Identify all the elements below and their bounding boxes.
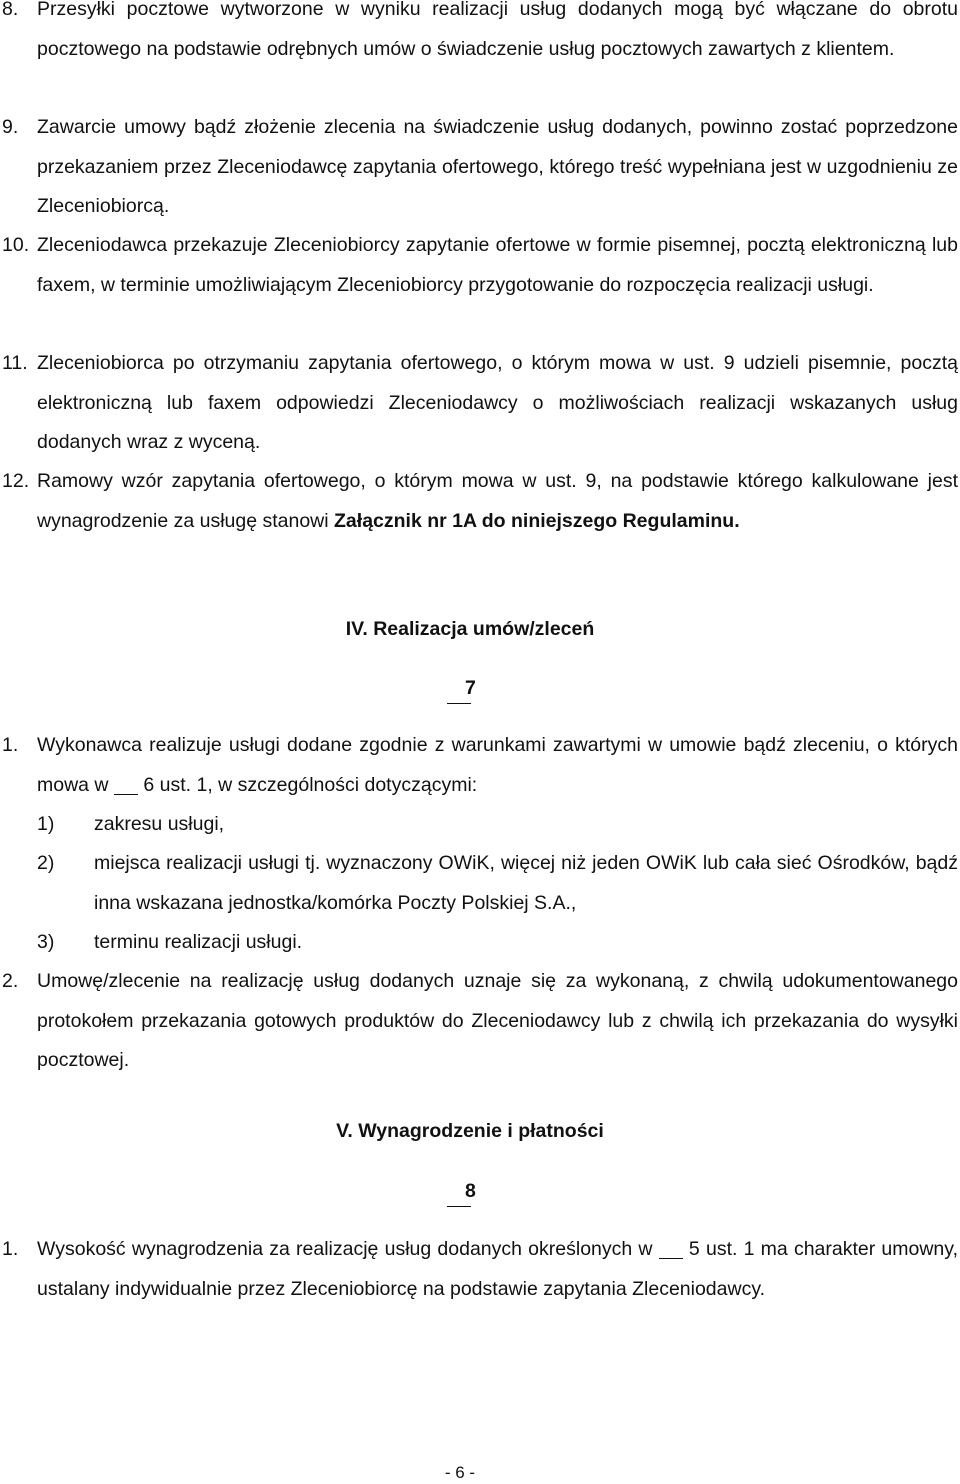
paragraph-icon <box>447 1206 471 1207</box>
item-number: 11. <box>2 352 28 374</box>
section-heading: IV. Realizacja umów/zleceń <box>345 618 595 640</box>
list-item <box>0 726 958 805</box>
sub-item-number: 1) <box>37 813 55 835</box>
item-text <box>37 462 958 541</box>
paragraph-ref: 6 <box>143 773 155 796</box>
item-number: 10. <box>2 234 30 256</box>
list-item <box>0 962 958 1081</box>
item-number: 9. <box>2 116 19 138</box>
list-item <box>0 344 958 463</box>
paragraph-number: 7 <box>465 677 476 699</box>
item-text-plain: Ramowy wzór zapytania ofertowego, o którym mowa w ust. 9, na podstawie którego kalkulowane jest wynagrodzenie za usługę stanowi <box>37 470 958 532</box>
sub-item-text: miejsca realizacji usługi tj. wyznaczony OWiK, więcej niż jeden OWiK lub cała sieć Ośrodków, bądź inna wskazana jednostka/komórka Poczty Polskiej S.A., <box>94 852 958 914</box>
list-item <box>0 0 958 69</box>
sub-item-number: 3) <box>37 931 55 953</box>
sub-item-text: terminu realizacji usługi. <box>94 931 303 953</box>
sub-list-item <box>0 923 958 963</box>
attachment-reference: Załącznik nr 1A do niniejszego Regulaminu. <box>334 509 740 532</box>
section-heading: V. Wynagrodzenie i płatności <box>336 1120 604 1142</box>
sub-list-item <box>0 805 958 845</box>
item-text: Zleceniobiorca po otrzymaniu zapytania ofertowego, o którym mowa w ust. 9 udzieli pisemnie, pocztą elektroniczną lub faxem odpowiedzi Zleceniodawcy o możliwościach realizacji wskazanych usług dodanych wraz z wyceną. <box>37 352 958 454</box>
paragraph-sign <box>447 1176 476 1206</box>
item-number: 2. <box>2 970 19 992</box>
sub-list-item <box>0 844 958 923</box>
item-number: 8. <box>2 0 19 20</box>
page-number: - 6 - <box>444 1463 476 1482</box>
item-number: 1. <box>2 1238 19 1260</box>
item-number: 12. <box>2 470 30 492</box>
paragraph-icon <box>447 703 471 704</box>
paragraph-icon <box>114 794 138 795</box>
item-number: 1. <box>2 734 19 756</box>
item-text: Wykonawca realizuje usługi dodane zgodnie z warunkami zawartymi w umowie bądź zleceniu, o których mowa w 6 ust. 1, w szczególności dotyczącymi: <box>37 734 958 796</box>
item-text: Przesyłki pocztowe wytworzone w wyniku realizacji usług dodanych mogą być włączane do obrotu pocztowego na podstawie odrębnych umów o świadczenie usług pocztowych zawartych z klientem. <box>37 0 958 60</box>
paragraph-sign <box>447 673 476 703</box>
paragraph-ref: 5 <box>688 1238 700 1260</box>
paragraph-icon <box>659 1258 683 1259</box>
sub-item-number: 2) <box>37 852 55 874</box>
item-text: Zleceniodawca przekazuje Zleceniobiorcy zapytanie ofertowe w formie pisemnej, pocztą elektroniczną lub faxem, w terminie umożliwiającym Zleceniobiorcy przygotowanie do rozpoczęcia realizacji usługi. <box>37 234 958 296</box>
item-text: Zawarcie umowy bądź złożenie zlecenia na świadczenie usług dodanych, powinno zostać poprzedzone przekazaniem przez Zleceniodawcę zapytania ofertowego, którego treść wypełniana jest w uzgodnieniu ze Zleceniobiorcą. <box>37 116 958 218</box>
list-item <box>0 462 958 541</box>
item-text: Wysokość wynagrodzenia za realizację usług dodanych określonych w 5 ust. 1 ma charakter umowny, ustalany indywidualnie przez Zleceniobiorcę na podstawie zapytania Zleceniodawcy. <box>37 1238 959 1300</box>
list-item <box>0 226 958 305</box>
list-item <box>0 1230 958 1309</box>
list-item <box>0 108 958 227</box>
sub-item-text: zakresu usługi, <box>94 813 225 835</box>
paragraph-number: 8 <box>465 1180 476 1202</box>
item-text: Umowę/zlecenie na realizację usług dodanych uznaje się za wykonaną, z chwilą udokumentowanego protokołem przekazania gotowych produktów do Zleceniodawcy lub z chwilą ich przekazania do wysyłki pocztowej. <box>37 970 958 1072</box>
